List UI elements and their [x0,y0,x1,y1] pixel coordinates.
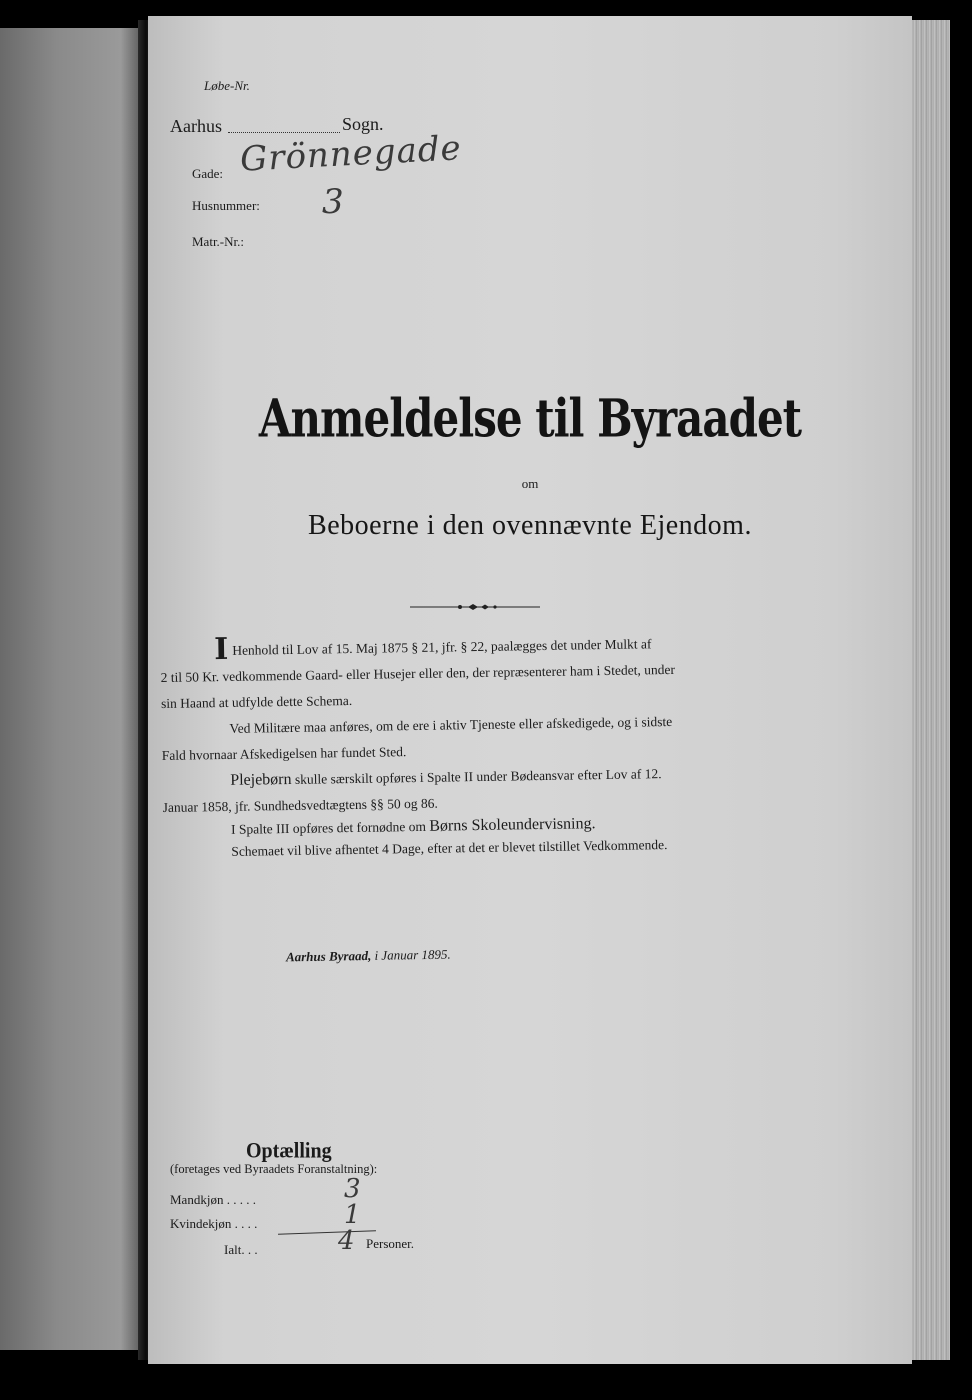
document-page [148,16,912,1364]
para1-line2: 2 til 50 Kr. vedkommende Gaard- eller Husejer eller den, der repræsenterer ham i Stedet, under [160,661,675,685]
para3-line1: skulle særskilt opføres i Spalte II under Bødeansvar efter Lov af 12. [294,766,662,787]
para3-plejeborn: Plejebørn [230,770,292,789]
female-handwritten-value: 1 [344,1200,361,1230]
document-title: Anmeldelse til Byraadet [258,387,802,450]
signature-date: i Januar 1895. [374,946,451,963]
instructions-text [160,628,803,865]
para1-line3: sin Haand at udfylde dette Schema. [160,692,353,711]
gade-handwritten-value: Grönnegade [239,128,463,180]
title-connector: om [521,476,539,491]
gade-label: Gade: [192,166,224,181]
male-label: Mandkjøn . . . . . [170,1192,256,1207]
para2-line1: Ved Militære maa anføres, om de ere i aktiv Tjeneste eller afskedigede, og i sidste [229,713,673,736]
count-title: Optælling [246,1138,332,1164]
sogn-label: Sogn. [342,114,384,134]
city-label: Aarhus [170,116,222,136]
husnummer-label: Husnummer: [192,198,260,213]
para2-line2: Fald hvornaar Afskedigelsen har fundet Sted. [161,744,407,763]
para5: Schemaet vil blive afhentet 4 Dage, efter at det er blevet tilstillet Vedkommende. [231,837,668,859]
sogn-dotted-line [228,118,340,133]
para1-line1: Henhold til Lov af 15. Maj 1875 § 21, jfr. § 22, paalægges det under Mulkt af [232,636,652,658]
ornament-divider-icon [410,602,540,612]
total-label: Ialt. . . [224,1242,258,1257]
matr-nr-label: Matr.-Nr.: [192,234,244,249]
male-handwritten-value: 3 [344,1174,361,1204]
female-label: Kvindekjøn . . . . [170,1216,258,1231]
count-note: (foretages ved Byraadets Foranstaltning): [170,1162,378,1176]
total-handwritten-value: 4 [338,1226,355,1256]
dropcap-letter: I [213,631,229,668]
signature-org: Aarhus Byraad, [285,947,372,965]
sum-line [278,1230,376,1234]
para4-start: I Spalte III opføres det fornødne om [230,818,427,837]
lobe-nr-label: Løbe-Nr. [204,78,250,93]
document-subtitle: Beboerne i den ovennævnte Ejendom. [308,510,752,541]
persons-label: Personer. [366,1236,415,1251]
left-page-edge [0,28,142,1350]
husnummer-handwritten-value: 3 [322,182,344,222]
para4-accent: Børns Skoleundervisning. [429,815,596,835]
signature [286,947,451,966]
para3-line2: Januar 1858, jfr. Sundhedsvedtægtens §§ 50 og 86. [162,795,438,815]
